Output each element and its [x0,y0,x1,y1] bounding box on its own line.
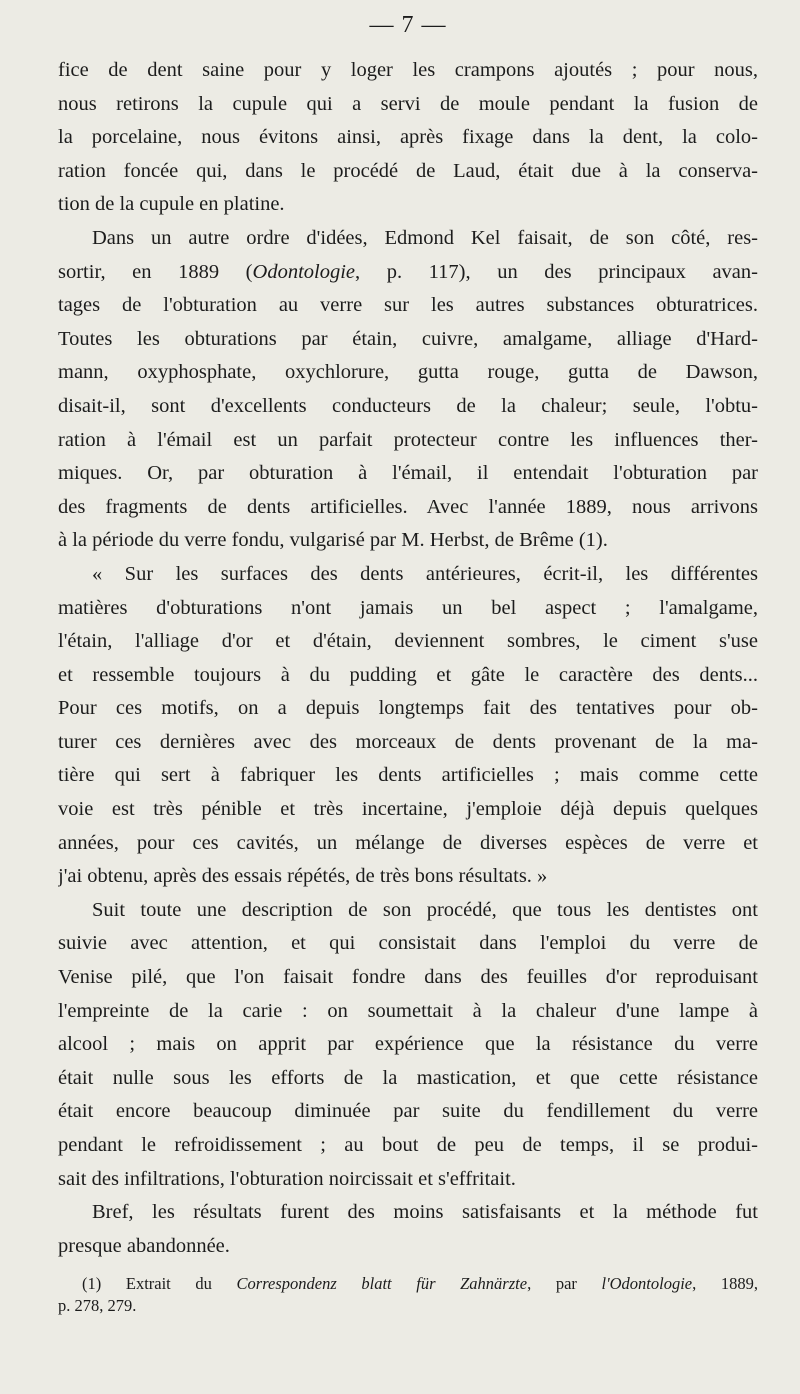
text-line: tion de la cupule en platine. [58,193,285,216]
text-line: presque abandonnée. [58,1234,230,1257]
text-line [58,256,758,290]
text-fragment: , 1889, [692,1274,758,1294]
journal-title: Odontologie [252,260,356,283]
paragraph-4 [58,894,758,1196]
text-line: « Sur les surfaces des dents antérieures, écrit-il, les différentes [92,562,758,585]
text-line: alcool ; mais on apprit par expérience que la résistance du verre [58,1033,758,1056]
page-number: — 7 — [369,12,447,38]
text-line: voie est très pénible et très incertaine, j'emploie déjà depuis quelques [58,798,758,821]
text-line: l'empreinte de la carie : on soumettait à la chaleur d'une lampe à [58,999,758,1022]
footnote-line: p. 278, 279. [58,1296,137,1316]
text-line: des fragments de dents artificielles. Avec l'année 1889, nous arrivons [58,495,758,518]
text-line: ration foncée qui, dans le procédé de Laud, était due à la conserva- [58,159,758,182]
text-line: sait des infiltrations, l'obturation noircissait et s'effritait. [58,1167,516,1190]
text-line: suivie avec attention, et qui consistait dans l'emploi du verre de [58,932,758,955]
text-fragment: , p. 117), un des principaux avan- [355,260,758,283]
footnote-line [58,1273,758,1295]
text-line: matières d'obturations n'ont jamais un bel aspect ; l'amalgame, [58,596,758,619]
source-title: Correspondenz blatt für Zahnärzte [236,1274,528,1294]
body-text [58,54,758,1263]
text-line: Dans un autre ordre d'idées, Edmond Kel faisait, de son côté, res- [92,226,758,249]
text-line: à la période du verre fondu, vulgarisé par M. Herbst, de Brême (1). [58,529,608,552]
text-fragment: (1) Extrait du [82,1274,237,1294]
footnote [58,1273,758,1317]
text-fragment: sortir, en 1889 ( [58,260,253,283]
text-line: j'ai obtenu, après des essais répétés, de très bons résultats. » [58,865,548,888]
text-line: nous retirons la cupule qui a servi de moule pendant la fusion de [58,92,758,115]
text-line: Bref, les résultats furent des moins satisfaisants et la méthode fut [92,1201,758,1224]
text-line: tages de l'obturation au verre sur les autres substances obturatrices. [58,294,758,317]
journal-title: l'Odontologie [601,1274,693,1294]
text-line: et ressemble toujours à du pudding et gâte le caractère des dents... [58,663,758,686]
text-line: Pour ces motifs, on a depuis longtemps fait des tentatives pour ob- [58,697,758,720]
text-line: pendant le refroidissement ; au bout de peu de temps, il se produi- [58,1134,758,1156]
paragraph-2 [58,222,758,558]
text-line: turer ces dernières avec des morceaux de dents provenant de la ma- [58,730,758,753]
text-line: l'étain, l'alliage d'or et d'étain, deviennent sombres, le ciment s'use [58,630,758,653]
text-line: Venise pilé, que l'on faisait fondre dans des feuilles d'or reproduisant [58,966,758,989]
text-line: années, pour ces cavités, un mélange de diverses espèces de verre et [58,831,758,854]
text-line: tière qui sert à fabriquer les dents artificielles ; mais comme cette [58,764,758,787]
text-line: la porcelaine, nous évitons ainsi, après fixage dans la dent, la colo- [58,126,758,149]
text-line: était encore beaucoup diminuée par suite du fendillement du verre [58,1100,758,1123]
text-line: mann, oxyphosphate, oxychlorure, gutta rouge, gutta de Dawson, [58,361,758,384]
paragraph-5 [58,1196,758,1263]
text-line: fice de dent saine pour y loger les crampons ajoutés ; pour nous, [58,59,758,81]
paragraph-3 [58,558,758,894]
text-line: Toutes les obturations par étain, cuivre, amalgame, alliage d'Hard- [58,327,758,350]
paragraph-1 [58,54,758,222]
text-line: était nulle sous les efforts de la mastication, et que cette résistance [58,1066,758,1089]
text-line: disait-il, sont d'excellents conducteurs de la chaleur; seule, l'obtu- [58,394,758,417]
text-line: Suit toute une description de son procédé, que tous les dentistes ont [92,898,758,921]
text-fragment: , par [527,1274,602,1294]
text-line: ration à l'émail est un parfait protecteur contre les influences ther- [58,428,758,451]
text-line: miques. Or, par obturation à l'émail, il entendait l'obturation par [58,462,758,485]
